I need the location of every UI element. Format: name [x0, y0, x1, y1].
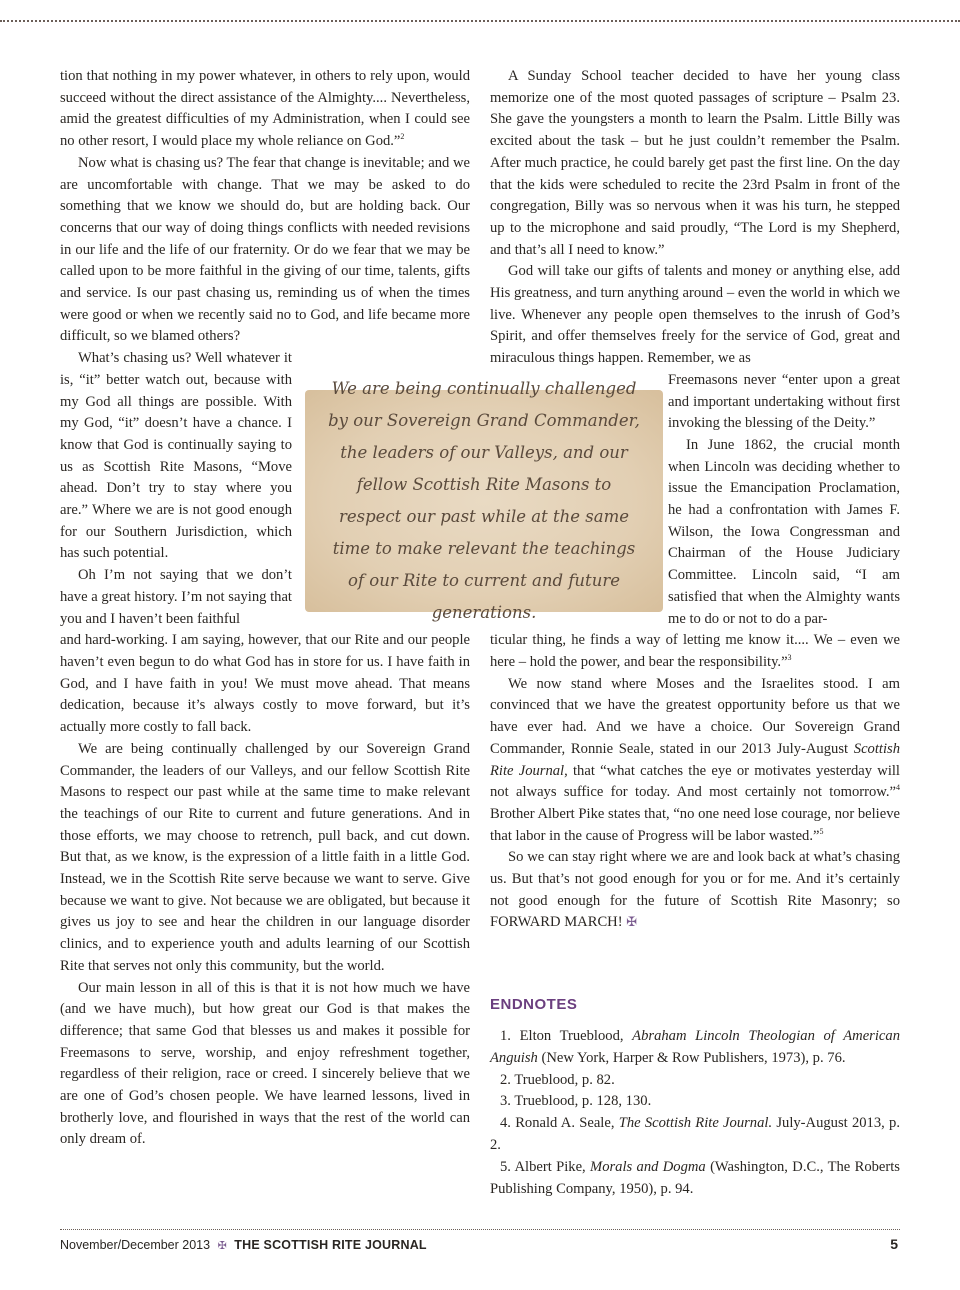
right-paragraph-4-pre: We now stand where Moses and the Israelites stood. I am convinced that we have the greatest opportunity before us that we have ever had. And we have a choice. Our Sovereign Grand Commander, Ronnie Seale, stated in our 2013 July-August [490, 675, 900, 757]
left-paragraph-1-text: tion that nothing in my power whatever, in others to rely upon, would succeed without the direct assistance of the Almighty.... Nevertheless, amid the greatest difficulties of my Administration, when I could see no other resort, I would place my whole reliance on God.” [60, 68, 470, 150]
endnote-1-pre: 1. Elton Trueblood, [500, 1028, 633, 1044]
endnote-1-title: Abraham Lincoln Theologian of American Anguish [490, 1028, 900, 1066]
endnote-1-post: (New York, Harper & Row Publishers, 1973), p. 76. [537, 1049, 846, 1066]
left-paragraph-3: What’s chasing us? Well whatever it is, “it” better watch out, because with my God all things are possible. With my God, “it” doesn’t have a chance. I know that God is continually saying to us as Scottish Rite Masons, “Move ahead. Don’t try to stay where you are.” Where we are is not good enough for our Southern Jurisdiction, which has such potential. [60, 350, 292, 562]
endnotes-list [490, 1026, 900, 1200]
right-paragraph-3a: In June 1862, the crucial month when Lincoln was deciding whether to issue the Emancipation Proclamation, he had a confrontation with James F. Wilson, the Iowa Congressman and Chairman of the House Judiciary Committee. Lincoln said, “I am satisfied that when the Almighty wants me to do or not to do a par- [668, 436, 900, 627]
endnote-4-title: The Scottish Rite Journal. [618, 1115, 773, 1132]
right-paragraph-5-text: So we can stay right where we are and look back at what’s chasing us. But that’s not good enough for you or for me. And it’s certainly not good enough for the future of Scottish Rite Masonry; so FORWARD MARCH! [490, 849, 900, 931]
right-paragraph-1: A Sunday School teacher decided to have her young class memorize one of the most quoted passages of scripture – Psalm 23. She gave the youngsters a month to learn the Psalm. Little Billy was excited about the task – but he just couldn’t remember the Psalm. After much practice, he could barely get past the first line. On the day that the kids were scheduled to recite the 23rd Psalm in front of the congregation, Billy was so nervous when it was his turn, he stepped up to the microphone and said proudly, “The Lord is my Shepherd, and that’s all I need to know.” [490, 68, 900, 258]
right-paragraph-4-post: Brother Albert Pike states that, “no one need lose courage, nor believe that labor in the cause of Progress will be labor wasted.” [490, 805, 900, 844]
journal-name: THE SCOTTISH RITE JOURNAL [234, 1238, 427, 1252]
top-dotted-rule [0, 20, 960, 22]
right-paragraph-4 [490, 674, 900, 848]
right-paragraph-5 [490, 847, 900, 934]
endnote-5-pre: 5. Albert Pike, [500, 1158, 591, 1175]
endnote-3: 3. Trueblood, p. 128, 130. [500, 1093, 652, 1110]
left-paragraph-4b: and hard-working. I am saying, however, that our Rite and our people haven’t even begun to do what God has in store for us. I have faith in God, and I have faith in you! We must move ahead. That means dedication, because it’s always costly to move forward, but it’s actually more costly to fall back. [60, 632, 470, 736]
page-number: 5 [890, 1236, 898, 1252]
right-paragraph-3b [490, 630, 900, 673]
masonic-cross-icon: ✠ [626, 915, 638, 931]
left-paragraph-4a: Oh I’m not saying that we don’t have a great history. I’m not saying that you and I haven’t been faithful [60, 567, 292, 627]
footnote-ref-3: 3 [787, 653, 792, 663]
bottom-dotted-rule [60, 1229, 900, 1230]
right-paragraph-2a: God will take our gifts of talents and money or anything else, add His greatness, and turn anything around – even the world in which we live. Whenever any people open themselves to the inrush of God’s Spirit, and offer themselves freely for the service of God, great and miraculous things happen. Remember, we as [490, 263, 900, 367]
endnote-5-title: Morals and Dogma [590, 1158, 706, 1175]
left-paragraph-5: We are being continually challenged by our Sovereign Grand Commander, the leaders of our Valleys, and our fellow Scottish Rite Masons to respect our past while at the same time to make relevant the teachings of our Rite to current and future generations. And in those efforts, we may choose to retrench, pull back, and cut down. But that, as we know, is the expression of a little faith in a little God. Instead, we in the Scottish Rite serve because we want to serve. Give because we want to give. Not because we are obligated, but because it gives us joy to see and hear the children in our language disorder clinics, and to experience youth and adults learning of our Scottish Rite that serves not only this community, but the world. [60, 740, 470, 974]
footnote-ref-5: 5 [819, 826, 824, 836]
footer-cross-icon: ✠ [217, 1239, 227, 1252]
endnotes-heading: ENDNOTES [490, 996, 578, 1013]
footnote-ref-2: 2 [400, 132, 405, 142]
endnote-4-post: July-August 2013, p. 2. [490, 1115, 900, 1153]
endnote-1 [490, 1026, 900, 1070]
right-paragraph-2b: Freemasons never “enter upon a great and important undertaking without first invoking the blessing of the Deity.” [668, 371, 900, 432]
footnote-ref-4: 4 [896, 783, 900, 793]
endnote-4 [490, 1113, 900, 1157]
left-paragraph-2: Now what is chasing us? The fear that change is inevitable; and we are uncomfortable with change. That we may be asked to do something that we know we should do, but are holding back. Our concerns that our way of doing things conflicts with needed revisions in our life and the life of our fraternity. Or do we fear that we may be called upon to be more faithful in the giving of our time, talents, gifts and service. Is our past chasing us, reminding us of when the times were good or when we recently said no to God, and life became more difficult, so we blamed others? [60, 154, 471, 345]
endnote-4-pre: 4. Ronald A. Seale, [500, 1115, 619, 1132]
journal-title-italic: Scottish Rite Journal [490, 740, 900, 779]
right-paragraph-3b-text: ticular thing, he finds a way of letting me know it.... We – even we here – hold the power, and bear the responsibility.” [490, 632, 900, 670]
left-paragraph-1 [60, 66, 470, 153]
pull-quote-text: We are being continually challenged by our Sovereign Grand Commander, the leaders of our Valleys, and our fellow Scottish Rite Masons to respect our past while at the same time to make relevant the teachings of our Rite to current and future generations. [328, 379, 640, 622]
issue-date: November/December 2013 [60, 1238, 211, 1252]
endnote-2: 2. Trueblood, p. 82. [500, 1071, 615, 1088]
right-paragraph-4-mid: , that “what catches the eye or motivates yesterday will not always suffice for today. And most certainly not tomorrow.” [490, 762, 900, 801]
pull-quote-box [305, 379, 663, 622]
endnote-5-post: (Washington, D.C., The Roberts Publishing Company, 1950), p. 94. [490, 1158, 900, 1197]
page-footer [60, 1238, 427, 1252]
endnote-5 [490, 1157, 900, 1201]
left-paragraph-6: Our main lesson in all of this is that it is not how much we have (and we have much), but how great our God is that makes the difference; that same God that blesses us and makes it possible for Freemasons to serve, worship, and enjoy refreshment together, regardless of their religion, race or creed. I sincerely believe that we are one of God’s chosen people. We have learned lessons, lived in brotherly love, and flourished in ways that the rest of the world can only dream of. [60, 979, 470, 1148]
